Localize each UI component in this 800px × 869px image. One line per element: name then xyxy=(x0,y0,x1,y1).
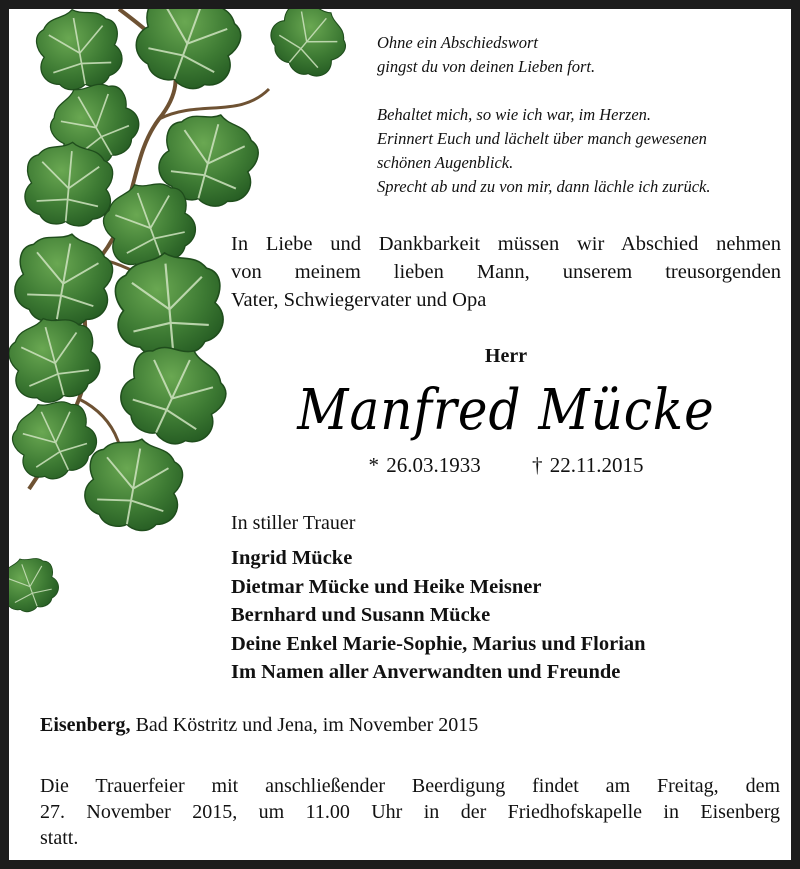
poem-line: Behaltet mich, so wie ich war, im Herzen. xyxy=(377,105,652,124)
ceremony-line: statt. xyxy=(40,827,79,849)
salutation: Herr xyxy=(484,345,528,367)
farewell-intro xyxy=(231,230,781,314)
deceased-name: Manfred Mücke xyxy=(297,377,715,443)
place-rest: Bad Köstritz und Jena, im November 2015 xyxy=(130,714,479,736)
poem-line: gingst du von deinen Lieben fort. xyxy=(377,57,596,76)
intro-line: von meinem lieben Mann, unserem treusorgenden xyxy=(231,261,781,283)
ivy-leaves-illustration xyxy=(9,9,369,629)
ceremony-line: Die Trauerfeier mit anschließender Beerdigung findet am Freitag, dem xyxy=(40,775,780,797)
place-town: Eisenberg, xyxy=(40,714,131,736)
mourners-list xyxy=(231,544,646,687)
birth-date: * 26.03.1933 xyxy=(368,453,481,477)
ceremony-line: 27. November 2015, um 11.00 Uhr in der Friedhofskapelle in Eisenberg xyxy=(40,801,780,823)
poem-line: Erinnert Euch und lächelt über manch gewesenen xyxy=(377,129,707,148)
poem-stanza-2 xyxy=(377,103,787,199)
life-dates xyxy=(231,453,781,478)
poem-line: Ohne ein Abschiedswort xyxy=(377,33,539,52)
mourner-item: Deine Enkel Marie-Sophie, Marius und Florian xyxy=(231,632,646,655)
poem-line: schönen Augenblick. xyxy=(377,153,514,172)
funeral-notice xyxy=(40,773,780,851)
mourning-label: In stiller Trauer xyxy=(231,512,356,534)
mourner-item: Bernhard und Susann Mücke xyxy=(231,604,491,626)
death-date: † 22.11.2015 xyxy=(532,453,644,477)
intro-line: In Liebe und Dankbarkeit müssen wir Abschied nehmen xyxy=(231,233,781,255)
mourner-item: Ingrid Mücke xyxy=(231,547,353,569)
mourner-item: Dietmar Mücke und Heike Meisner xyxy=(231,575,542,598)
mourner-item: Im Namen aller Anverwandten und Freunde xyxy=(231,661,621,683)
poem xyxy=(377,31,787,199)
place-and-date xyxy=(40,714,478,737)
poem-stanza-1 xyxy=(377,31,787,79)
poem-line: Sprecht ab und zu von mir, dann lächle ich zurück. xyxy=(377,177,711,196)
intro-line: Vater, Schwiegervater und Opa xyxy=(231,289,487,311)
